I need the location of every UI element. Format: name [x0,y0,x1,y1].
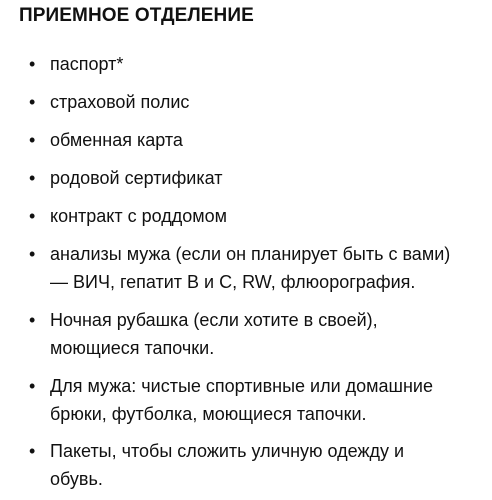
list-item-text: Для мужа: чистые спортивные или домашние брюки, футболка, моющиеся тапочки. [50,376,433,424]
bullet-icon: • [29,168,36,188]
list-item-text: родовой сертификат [50,168,223,188]
bullet-icon: • [29,244,36,264]
bullet-icon: • [29,206,36,226]
bullet-icon: • [29,92,36,112]
list-item-text: Пакеты, чтобы сложить уличную одежду и обувь. [50,441,405,489]
list-item-text: страховой полис [50,92,190,112]
bullet-icon: • [29,54,36,74]
list-item-text: обменная карта [50,130,183,150]
bullet-icon: • [29,441,36,461]
list-item-text: анализы мужа (если он планирует быть с вами) — ВИЧ, гепатит В и С, RW, флюорография. [50,244,451,292]
bullet-icon: • [29,130,36,150]
list-item-text: паспорт* [50,54,124,74]
bullet-icon: • [29,310,36,330]
bullet-icon: • [29,376,36,396]
section-title: ПРИЕМНОЕ ОТДЕЛЕНИЕ [19,5,254,26]
list-item-text: Ночная рубашка (если хотите в своей), моющиеся тапочки. [50,310,378,358]
list-item-text: контракт с роддомом [50,206,228,226]
